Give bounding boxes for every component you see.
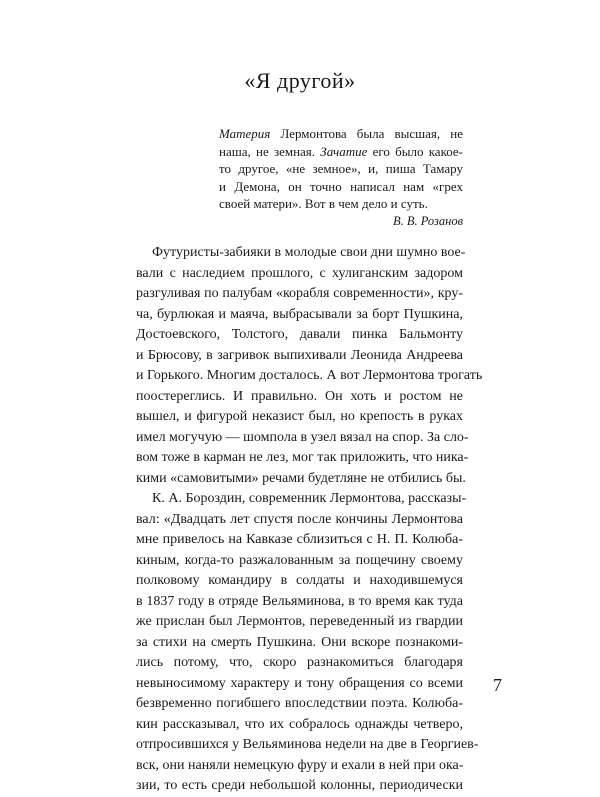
epigraph-line: своей матери». Вот в чем дело и суть.	[219, 196, 428, 211]
body-line: вом тоже в карман не лез, мог так приложить, что ника-	[136, 450, 469, 465]
body-line: и Брюсову, в загривок выпихивали Леонида Андреева	[136, 347, 463, 363]
body-line: кин рассказывал, что их собралось однажды четверо,	[136, 716, 463, 732]
body-line: за стихи на смерть Пушкина. Они вскоре познакоми-	[136, 634, 463, 650]
body-line: невыносимому характеру и тону обращения со всеми	[136, 675, 463, 691]
body-line: Футуристы-забияки в молодые свои дни шумно вое-	[152, 245, 466, 260]
body-line: вышел, и фигурой неказист был, но крепость в руках	[136, 409, 463, 424]
body-line: безвременно погибшего впоследствии поэта. Колюба-	[136, 696, 463, 711]
body-line: отпросившихся у Вельяминова недели на две в Георгиев-	[136, 737, 479, 752]
body-line: же прислан был Лермонтов, переведенный из гвардии	[136, 614, 463, 629]
page-number: 7	[493, 675, 502, 695]
body-line: К. А. Бороздин, современник Лермонтова, рассказы-	[152, 491, 467, 506]
body-line: лись потому, что, скоро разнакомиться благодаря	[136, 655, 463, 670]
epigraph-attribution: В. В. Розанов	[392, 213, 463, 228]
body-line: в 1837 году в отряде Вельяминова, в то время как туда	[136, 593, 463, 609]
body-line: и Горького. Многим досталось. А вот Лермонтова трогать	[136, 368, 483, 383]
epigraph-line: Материя Лермонтова была высшая, не	[219, 126, 463, 141]
body-line: вали с наследием прошлого, с хулиганским задором	[136, 265, 463, 281]
chapter-title: «Я другой»	[244, 68, 356, 93]
body-text	[136, 243, 483, 797]
epigraph-line: и Демона, он точно написал нам «грех	[219, 178, 463, 194]
epigraph	[219, 125, 463, 230]
epigraph-line: наша, не земная. Зачатие его было какое-	[219, 143, 463, 159]
body-line: полковому командиру в солдаты и находившемуся	[136, 573, 463, 588]
body-line: разгуливая по палубам «корабля современности», кру-	[136, 286, 463, 301]
body-line: поостереглись. И правильно. Он хоть и ростом не	[136, 388, 463, 404]
epigraph-line: то другое, «не земное», и, пиша Тамару	[219, 161, 463, 176]
body-line: мне привелось на Кавказе сблизиться с Н. П. Колюба-	[136, 532, 463, 547]
body-line: зии, то есть среди небольшой колонны, периодически	[136, 778, 463, 793]
body-line: кими «самовитыми» речами будетляне не отбились бы.	[136, 470, 466, 486]
body-line: киным, когда-то разжалованным за пощечину своему	[136, 552, 463, 568]
body-line: имел могучую — шомпола в узел вязал на спор. За сло-	[136, 429, 469, 445]
body-line: Достоевского, Толстого, давали пинка Бальмонту	[136, 327, 463, 342]
body-line: ча, бурлюкая и маяча, выбрасывали за борт Пушкина,	[136, 306, 463, 322]
body-line: вск, они наняли немецкую фуру и ехали в ней при ока-	[136, 757, 464, 773]
body-line: вал: «Двадцать лет спустя после кончины Лермонтова	[136, 511, 463, 527]
